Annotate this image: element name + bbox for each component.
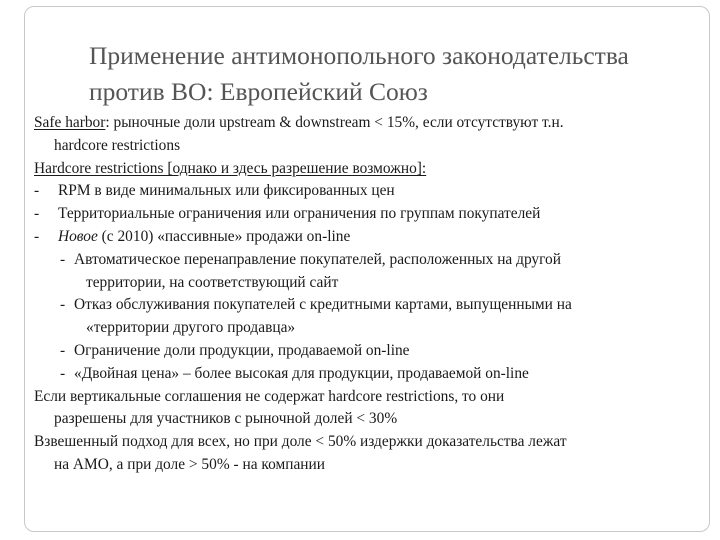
list-item-text: Территориальные ограничения или ограничения по группам покупателей bbox=[58, 205, 541, 223]
new-label: Новое bbox=[58, 227, 98, 245]
sub-item-text: Автоматическое перенаправление покупателей, расположенных на другой bbox=[74, 250, 561, 268]
safe-harbor-continuation: hardcore restrictions bbox=[54, 136, 181, 154]
safe-harbor-paragraph bbox=[34, 112, 699, 135]
bullet-dash: - bbox=[60, 250, 66, 268]
vertical-agreements-paragraph: Если вертикальные соглашения не содержат hardcore restrictions, то они bbox=[34, 387, 505, 405]
sub-item-redirect-cont: территории, на соответствующий сайт bbox=[86, 273, 339, 291]
sub-item-text: Ограничение доли продукции, продаваемой on-line bbox=[74, 341, 410, 359]
list-item-territorial bbox=[34, 203, 699, 226]
safe-harbor-text: : рыночные доли upstream & downstream < 15%, если отсутствуют т.н. bbox=[105, 114, 564, 131]
bullet-dash: - bbox=[60, 296, 66, 314]
bullet-dash: - bbox=[60, 364, 66, 382]
bullet-dash: - bbox=[34, 182, 40, 200]
hardcore-heading: Hardcore restrictions [однако и здесь разрешение возможно]: bbox=[34, 159, 427, 177]
list-item-text: (с 2010) «пассивные» продажи on-line bbox=[97, 227, 351, 245]
sub-item-text: Отказ обслуживания покупателей с кредитными картами, выпущенными на bbox=[74, 296, 572, 314]
title-line-1: Применение антимонопольного законодательства bbox=[89, 41, 629, 70]
slide-title bbox=[89, 38, 699, 110]
bullet-dash: - bbox=[34, 227, 40, 245]
sub-item-cards bbox=[34, 294, 699, 317]
title-line-2: против ВО: Европейский Союз bbox=[89, 77, 428, 106]
vertical-agreements-continuation: разрешены для участников с рыночной долей < 30% bbox=[54, 410, 398, 428]
weighted-approach-continuation: на АМО, а при доле > 50% - на компании bbox=[54, 455, 325, 473]
bullet-dash: - bbox=[60, 341, 66, 359]
list-item-rpm bbox=[34, 180, 699, 203]
slide-body bbox=[34, 112, 699, 477]
sub-item-text: «Двойная цена» – более высокая для продукции, продаваемой on-line bbox=[74, 364, 529, 382]
sub-item-share-limit bbox=[34, 340, 699, 363]
bullet-dash: - bbox=[34, 205, 40, 223]
sub-item-cards-cont: «территории другого продавца» bbox=[86, 319, 296, 337]
weighted-approach-paragraph: Взвешенный подход для всех, но при доле < 50% издержки доказательства лежат bbox=[34, 433, 567, 451]
safe-harbor-term: Safe harbor bbox=[34, 114, 106, 131]
list-item-text: RPM в виде минимальных или фиксированных цен bbox=[58, 182, 395, 200]
sub-item-dual-price bbox=[34, 363, 699, 386]
sub-item-redirect bbox=[34, 249, 699, 272]
list-item-online bbox=[34, 226, 699, 249]
